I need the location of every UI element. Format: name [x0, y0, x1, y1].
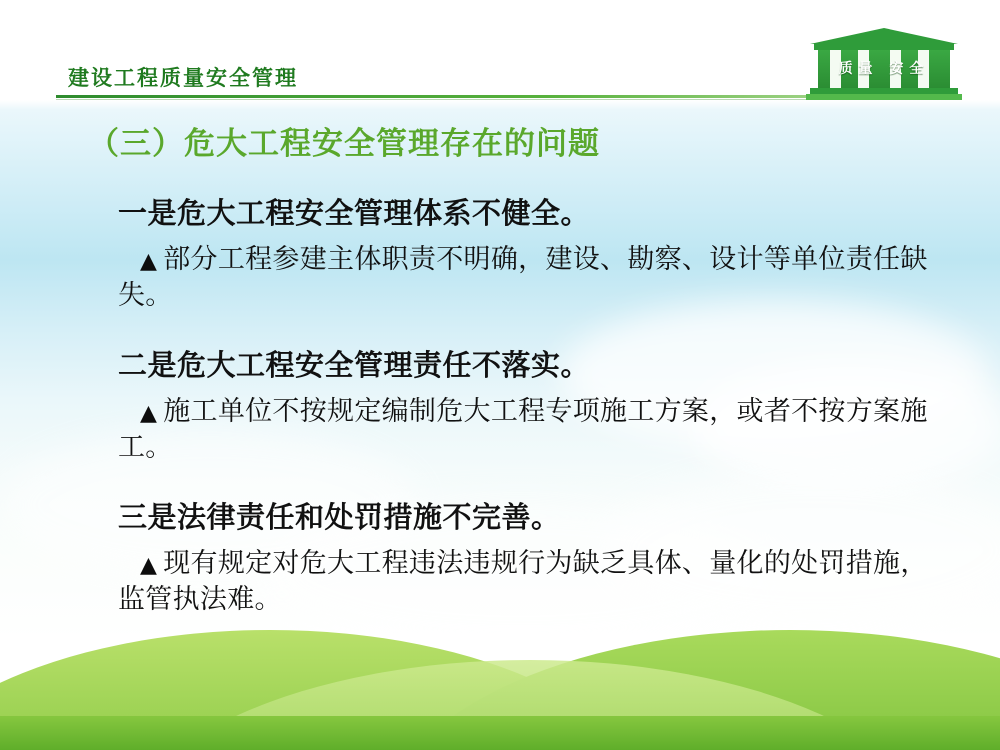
point-detail-text-1: 部分工程参建主体职责不明确，建设、勘察、设计等单位责任缺失。: [118, 244, 928, 312]
point-heading-3: 三是法律责任和处罚措施不完善。: [118, 499, 561, 534]
header-title: 建设工程质量安全管理: [68, 66, 298, 90]
government-building-icon: [810, 28, 958, 100]
slide-content: [0, 118, 1000, 619]
logo-architrave: [814, 43, 954, 50]
triangle-bullet-icon: ▲: [140, 552, 158, 578]
point-detail-text-3: 现有规定对危大工程违法违规行为缺乏具体、量化的处罚措施，监管执法难。: [118, 547, 928, 616]
grass-base: [0, 716, 1000, 750]
point-heading-1: 一是危大工程安全管理体系不健全。: [118, 196, 591, 230]
page-title: （三）危大工程安全管理存在的问题: [88, 126, 600, 162]
triangle-bullet-icon: ▲: [140, 249, 158, 274]
point-detail-3: [118, 546, 940, 619]
point-detail-text-2: 施工单位不按规定编制危大工程专项施工方案，或者不按方案施工。: [118, 395, 928, 464]
point-detail-1: [118, 242, 940, 315]
point-heading-2: 二是危大工程安全管理责任不落实。: [118, 347, 591, 382]
point-detail-2: [118, 394, 940, 467]
grass-decoration: [0, 625, 1000, 750]
logo-base: [806, 94, 962, 100]
logo-text: 质量 安全: [838, 61, 930, 77]
body-text-block: [0, 191, 1000, 619]
triangle-bullet-icon: ▲: [140, 400, 158, 426]
logo-roof: [810, 28, 958, 44]
